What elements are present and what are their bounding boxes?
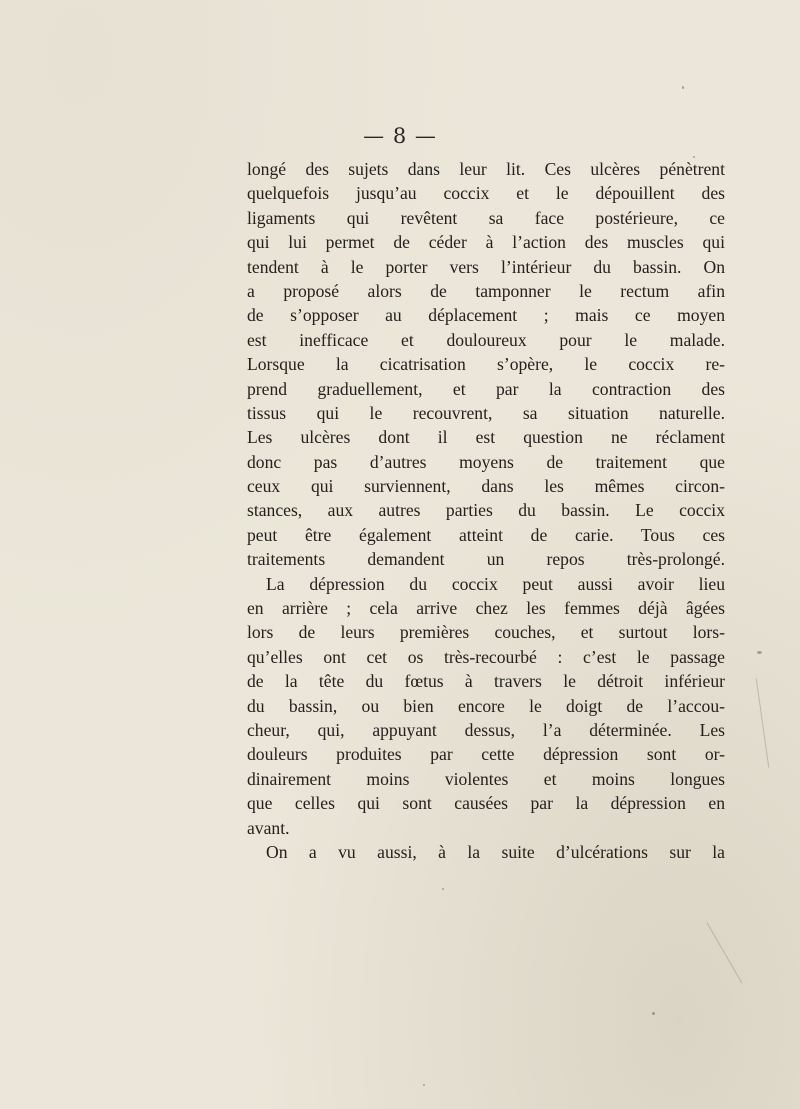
scan-speck bbox=[757, 651, 762, 654]
text-line: longé des sujets dans leur lit. Ces ulcères pénètrent bbox=[247, 159, 725, 179]
scan-speck bbox=[423, 1084, 425, 1086]
text-line: a proposé alors de tamponner le rectum afin bbox=[247, 280, 725, 301]
text-line: dinairement moins violentes et moins longues bbox=[247, 768, 725, 789]
text-line: stances, aux autres parties du bassin. Le coccix bbox=[247, 500, 725, 521]
body-text bbox=[247, 157, 725, 864]
text-line: tendent à le porter vers l’intérieur du bassin. On bbox=[247, 256, 725, 277]
text-line: La dépression du coccix peut aussi avoir lieu bbox=[266, 573, 725, 594]
text-line: de la tête du fœtus à travers le détroit inférieur bbox=[247, 671, 725, 692]
text-line: quelquefois jusqu’au coccix et le dépouillent des bbox=[247, 183, 725, 204]
text-line: peut être également atteint de carie. Tous ces bbox=[247, 524, 725, 545]
text-line: de s’opposer au déplacement ; mais ce moyen bbox=[247, 305, 725, 326]
text-line: du bassin, ou bien encore le doigt de l’accou- bbox=[247, 695, 725, 716]
scan-scratch bbox=[707, 922, 743, 983]
text-line: qui lui permet de céder à l’action des muscles qui bbox=[247, 232, 725, 253]
text-line: douleurs produites par cette dépression sont or- bbox=[247, 744, 725, 765]
text-line: donc pas d’autres moyens de traitement que bbox=[247, 451, 725, 472]
text-line: ligaments qui revêtent sa face postérieure, ce bbox=[247, 207, 725, 228]
text-line: On a vu aussi, à la suite d’ulcérations sur la bbox=[266, 841, 725, 862]
scan-speck bbox=[693, 156, 695, 158]
scan-speck bbox=[682, 86, 684, 89]
text-line: que celles qui sont causées par la dépression en bbox=[247, 793, 725, 814]
text-line: est inefficace et douloureux pour le malade. bbox=[247, 329, 725, 350]
text-line: Lorsque la cicatrisation s’opère, le coccix re- bbox=[247, 354, 725, 375]
scan-speck bbox=[442, 888, 444, 890]
text-line: ceux qui surviennent, dans les mêmes circon- bbox=[247, 476, 725, 497]
text-line: prend graduellement, et par la contraction des bbox=[247, 378, 725, 399]
page-number: — 8 — bbox=[363, 124, 437, 148]
text-line: cheur, qui, appuyant dessus, l’a déterminée. Les bbox=[247, 719, 725, 740]
text-line: lors de leurs premières couches, et surtout lors- bbox=[247, 622, 725, 643]
text-line: tissus qui le recouvrent, sa situation naturelle. bbox=[247, 402, 725, 423]
text-line: avant. bbox=[247, 817, 290, 838]
text-line: Les ulcères dont il est question ne réclament bbox=[247, 427, 725, 448]
text-line: en arrière ; cela arrive chez les femmes déjà âgées bbox=[247, 598, 725, 619]
scan-scratch bbox=[756, 678, 770, 767]
scan-speck bbox=[652, 1012, 655, 1015]
text-line: traitements demandent un repos très-prolongé. bbox=[247, 549, 725, 570]
text-line: qu’elles ont cet os très-recourbé : c’est le passage bbox=[247, 646, 725, 667]
